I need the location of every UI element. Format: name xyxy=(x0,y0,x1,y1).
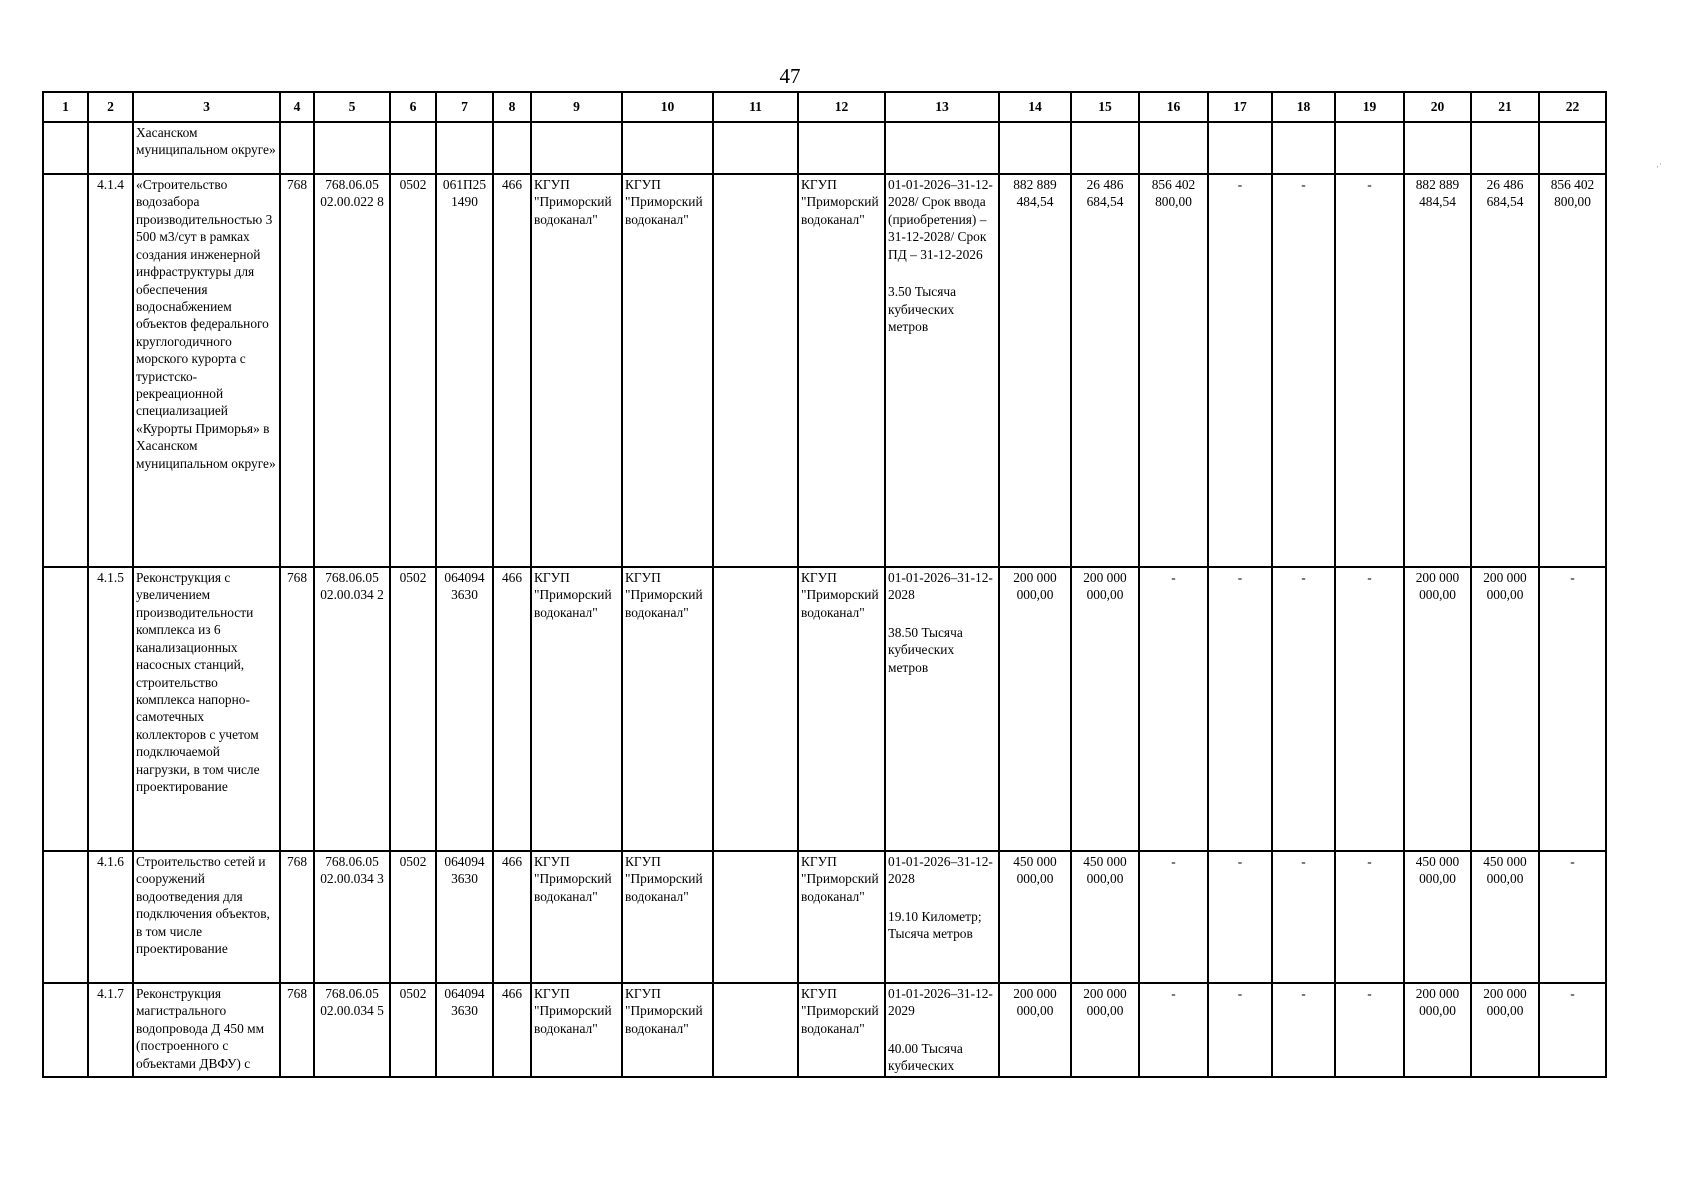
cell-col20: 200 000 000,00 xyxy=(1404,567,1471,851)
cell-name: Хасанском муниципальном округе» xyxy=(133,122,280,174)
cell-col13-period: 01-01-2026–31-12-2028/ Срок ввода (приобретения) – 31-12-2028/ Срок ПД – 31-12-2026 xyxy=(888,177,993,262)
col-header: 17 xyxy=(1208,92,1272,122)
table-row xyxy=(43,174,1606,567)
cell-col19: - xyxy=(1335,851,1404,983)
cell-col5: 768.06.05 02.00.034 2 xyxy=(314,567,390,851)
cell-col13-period: 01-01-2026–31-12-2029 xyxy=(888,986,993,1019)
cell-col17: - xyxy=(1208,851,1272,983)
cell-col12: КГУП "Приморский водоканал" xyxy=(798,567,885,851)
cell-col8 xyxy=(493,122,531,174)
cell-col6: 0502 xyxy=(390,983,436,1077)
cell-col19: - xyxy=(1335,983,1404,1077)
cell-col21: 200 000 000,00 xyxy=(1471,567,1539,851)
cell-col13 xyxy=(885,567,999,851)
cell-col16 xyxy=(1139,122,1208,174)
cell-col14: 200 000 000,00 xyxy=(999,567,1071,851)
cell-number: 4.1.6 xyxy=(88,851,133,983)
cell-col15: 200 000 000,00 xyxy=(1071,983,1139,1077)
col-header: 16 xyxy=(1139,92,1208,122)
cell-col18: - xyxy=(1272,567,1335,851)
cell-col14 xyxy=(999,122,1071,174)
col-header: 6 xyxy=(390,92,436,122)
cell-col21: 200 000 000,00 xyxy=(1471,983,1539,1077)
program-table xyxy=(42,91,1607,1078)
cell-col6: 0502 xyxy=(390,851,436,983)
cell-col14: 200 000 000,00 xyxy=(999,983,1071,1077)
cell-col1 xyxy=(43,983,88,1077)
cell-col13 xyxy=(885,122,999,174)
cell-name: Реконструкция с увеличением производительности комплекса из 6 канализационных насосных станций, строительство комплекса напорно-самотечных коллекторов с учетом подключаемой нагрузки, в том числе проектирование xyxy=(133,567,280,851)
col-header: 12 xyxy=(798,92,885,122)
table-row xyxy=(43,851,1606,983)
cell-col11 xyxy=(713,567,798,851)
cell-col20: 450 000 000,00 xyxy=(1404,851,1471,983)
col-header: 22 xyxy=(1539,92,1606,122)
cell-col11 xyxy=(713,174,798,567)
cell-col8: 466 xyxy=(493,567,531,851)
cell-col6: 0502 xyxy=(390,567,436,851)
cell-col17 xyxy=(1208,122,1272,174)
cell-col7 xyxy=(436,122,493,174)
cell-col10: КГУП "Приморский водоканал" xyxy=(622,174,713,567)
col-header: 4 xyxy=(280,92,314,122)
cell-col13-capacity: 40.00 Тысяча кубических xyxy=(888,1040,963,1074)
cell-col4 xyxy=(280,122,314,174)
cell-col11 xyxy=(713,983,798,1077)
cell-col13-period: 01-01-2026–31-12-2028 xyxy=(888,854,993,887)
cell-col1 xyxy=(43,122,88,174)
cell-col9: КГУП "Приморский водоканал" xyxy=(531,174,622,567)
cell-col11 xyxy=(713,122,798,174)
cell-col10: КГУП "Приморский водоканал" xyxy=(622,851,713,983)
cell-col12: КГУП "Приморский водоканал" xyxy=(798,983,885,1077)
col-header: 8 xyxy=(493,92,531,122)
col-header: 11 xyxy=(713,92,798,122)
cell-col15: 200 000 000,00 xyxy=(1071,567,1139,851)
cell-col7: 064094 3630 xyxy=(436,983,493,1077)
cell-col19: - xyxy=(1335,174,1404,567)
col-header: 19 xyxy=(1335,92,1404,122)
cell-col14: 450 000 000,00 xyxy=(999,851,1071,983)
cell-col10: КГУП "Приморский водоканал" xyxy=(622,567,713,851)
cell-col12: КГУП "Приморский водоканал" xyxy=(798,174,885,567)
page-number: 47 xyxy=(779,64,801,88)
cell-col4: 768 xyxy=(280,851,314,983)
cell-name: «Строительство водозабора производительностью 3 500 м3/сут в рамках создания инженерной инфраструктуры для обеспечения водоснабжением объектов федерального круглогодичного морского курорта с туристско-рекреационной специализацией «Курорты Приморья» в Хасанском муниципальном округе» xyxy=(133,174,280,567)
cell-name: Строительство сетей и сооружений водоотведения для подключения объектов, в том числе проектирование xyxy=(133,851,280,983)
cell-col22: - xyxy=(1539,851,1606,983)
cell-col17: - xyxy=(1208,983,1272,1077)
cell-col13 xyxy=(885,983,999,1077)
col-header: 13 xyxy=(885,92,999,122)
cell-col17: - xyxy=(1208,567,1272,851)
cell-col4: 768 xyxy=(280,983,314,1077)
cell-col12 xyxy=(798,122,885,174)
cell-col18: - xyxy=(1272,851,1335,983)
cell-col9: КГУП "Приморский водоканал" xyxy=(531,851,622,983)
col-header: 1 xyxy=(43,92,88,122)
cell-name: Реконструкция магистрального водопровода Д 450 мм (построенного с объектами ДВФУ) с xyxy=(133,983,280,1077)
col-header: 7 xyxy=(436,92,493,122)
cell-col7: 061П25 1490 xyxy=(436,174,493,567)
cell-col20: 200 000 000,00 xyxy=(1404,983,1471,1077)
cell-col15: 450 000 000,00 xyxy=(1071,851,1139,983)
cell-col6 xyxy=(390,122,436,174)
cell-col13-capacity: 19.10 Километр; Тысяча метров xyxy=(888,908,982,942)
scan-speck: ·˙ xyxy=(1656,162,1662,172)
col-header: 3 xyxy=(133,92,280,122)
cell-col5: 768.06.05 02.00.034 5 xyxy=(314,983,390,1077)
cell-col13-period: 01-01-2026–31-12-2028 xyxy=(888,570,993,603)
cell-col16: - xyxy=(1139,851,1208,983)
cell-col9: КГУП "Приморский водоканал" xyxy=(531,983,622,1077)
cell-col5: 768.06.05 02.00.034 3 xyxy=(314,851,390,983)
cell-col16: - xyxy=(1139,983,1208,1077)
cell-col9: КГУП "Приморский водоканал" xyxy=(531,567,622,851)
cell-col16: 856 402 800,00 xyxy=(1139,174,1208,567)
cell-col22: - xyxy=(1539,567,1606,851)
col-header: 9 xyxy=(531,92,622,122)
cell-col4: 768 xyxy=(280,567,314,851)
cell-col1 xyxy=(43,851,88,983)
cell-col13-capacity: 3.50 Тысяча кубических метров xyxy=(888,284,957,334)
table-row xyxy=(43,122,1606,174)
header-row xyxy=(43,92,1606,122)
col-header: 21 xyxy=(1471,92,1539,122)
cell-col18: - xyxy=(1272,174,1335,567)
cell-col22 xyxy=(1539,122,1606,174)
col-header: 5 xyxy=(314,92,390,122)
cell-col8: 466 xyxy=(493,174,531,567)
table-row xyxy=(43,567,1606,851)
col-header: 14 xyxy=(999,92,1071,122)
cell-col20: 882 889 484,54 xyxy=(1404,174,1471,567)
cell-col18 xyxy=(1272,122,1335,174)
col-header: 15 xyxy=(1071,92,1139,122)
cell-col21: 26 486 684,54 xyxy=(1471,174,1539,567)
cell-col10 xyxy=(622,122,713,174)
cell-col8: 466 xyxy=(493,983,531,1077)
cell-col20 xyxy=(1404,122,1471,174)
cell-col1 xyxy=(43,174,88,567)
cell-col6: 0502 xyxy=(390,174,436,567)
cell-col7: 064094 3630 xyxy=(436,851,493,983)
cell-col10: КГУП "Приморский водоканал" xyxy=(622,983,713,1077)
cell-col12: КГУП "Приморский водоканал" xyxy=(798,851,885,983)
cell-col21: 450 000 000,00 xyxy=(1471,851,1539,983)
cell-col16: - xyxy=(1139,567,1208,851)
cell-col8: 466 xyxy=(493,851,531,983)
col-header: 10 xyxy=(622,92,713,122)
cell-col17: - xyxy=(1208,174,1272,567)
cell-col15 xyxy=(1071,122,1139,174)
cell-col13-capacity: 38.50 Тысяча кубических метров xyxy=(888,624,963,675)
cell-col15: 26 486 684,54 xyxy=(1071,174,1139,567)
cell-number: 4.1.5 xyxy=(88,567,133,851)
cell-col5 xyxy=(314,122,390,174)
table-row xyxy=(43,983,1606,1077)
cell-col18: - xyxy=(1272,983,1335,1077)
cell-col19: - xyxy=(1335,567,1404,851)
cell-col22: - xyxy=(1539,983,1606,1077)
cell-col7: 064094 3630 xyxy=(436,567,493,851)
col-header: 2 xyxy=(88,92,133,122)
cell-col13 xyxy=(885,174,999,567)
cell-col4: 768 xyxy=(280,174,314,567)
cell-col13 xyxy=(885,851,999,983)
cell-col14: 882 889 484,54 xyxy=(999,174,1071,567)
cell-number xyxy=(88,122,133,174)
col-header: 20 xyxy=(1404,92,1471,122)
cell-col21 xyxy=(1471,122,1539,174)
cell-col1 xyxy=(43,567,88,851)
cell-number: 4.1.4 xyxy=(88,174,133,567)
col-header: 18 xyxy=(1272,92,1335,122)
cell-col19 xyxy=(1335,122,1404,174)
cell-col22: 856 402 800,00 xyxy=(1539,174,1606,567)
cell-col9 xyxy=(531,122,622,174)
cell-col11 xyxy=(713,851,798,983)
cell-number: 4.1.7 xyxy=(88,983,133,1077)
cell-col5: 768.06.05 02.00.022 8 xyxy=(314,174,390,567)
